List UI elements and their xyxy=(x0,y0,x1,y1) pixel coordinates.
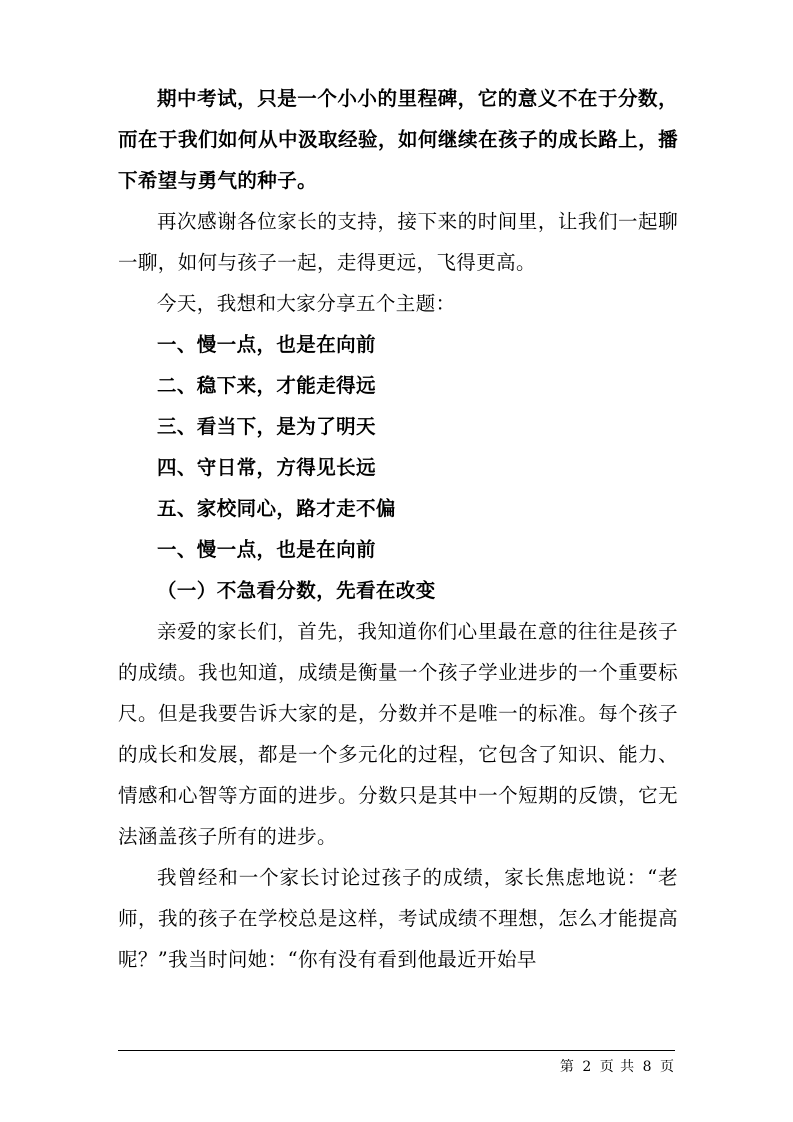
footer-divider xyxy=(118,1050,675,1051)
list-item: 一、慢一点，也是在向前 xyxy=(157,333,376,356)
footer-prefix: 第 xyxy=(559,1059,575,1075)
paragraph: 我曾经和一个家长讨论过孩子的成绩，家长焦虑地说：“老师，我的孩子在学校总是这样，考试成绩不理想，怎么才能提高呢？”我当时问她：“你有没有看到他最近开始早 xyxy=(118,866,678,971)
subsection-heading: （一）不急看分数，先看在改变 xyxy=(157,579,436,602)
paragraph: 今天，我想和大家分享五个主题： xyxy=(157,292,456,315)
page-footer xyxy=(0,1050,793,1080)
total-page-number: 8 xyxy=(642,1059,653,1075)
paragraph: 亲爱的家长们，首先，我知道你们心里最在意的往往是孩子的成绩。我也知道，成绩是衡量一个孩子学业进步的一个重要标尺。但是我要告诉大家的是，分数并不是唯一的标准。每个孩子的成长和发展，都是一个多元化的过程，它包含了知识、能力、情感和心智等方面的进步。分数只是其中一个短期的反馈，它无法涵盖孩子所有的进步。 xyxy=(118,620,678,848)
paragraph: 期中考试，只是一个小小的里程碑，它的意义不在于分数，而在于我们如何从中汲取经验，如何继续在孩子的成长路上，播下希望与勇气的种子。 xyxy=(118,87,678,192)
footer-middle: 页 共 xyxy=(599,1059,636,1075)
current-page-number: 2 xyxy=(582,1059,593,1075)
section-heading: 一、慢一点，也是在向前 xyxy=(157,538,376,561)
document-body xyxy=(118,78,678,980)
list-item: 四、守日常，方得见长远 xyxy=(157,456,376,479)
list-item: 五、家校同心，路才走不偏 xyxy=(157,497,396,520)
list-item: 三、看当下，是为了明天 xyxy=(157,415,376,438)
footer-suffix: 页 xyxy=(660,1059,675,1075)
paragraph: 再次感谢各位家长的支持，接下来的时间里，让我们一起聊一聊，如何与孩子一起，走得更远，飞得更高。 xyxy=(118,210,678,274)
list-item: 二、稳下来，才能走得远 xyxy=(157,374,376,397)
page-number-label xyxy=(560,1056,675,1076)
